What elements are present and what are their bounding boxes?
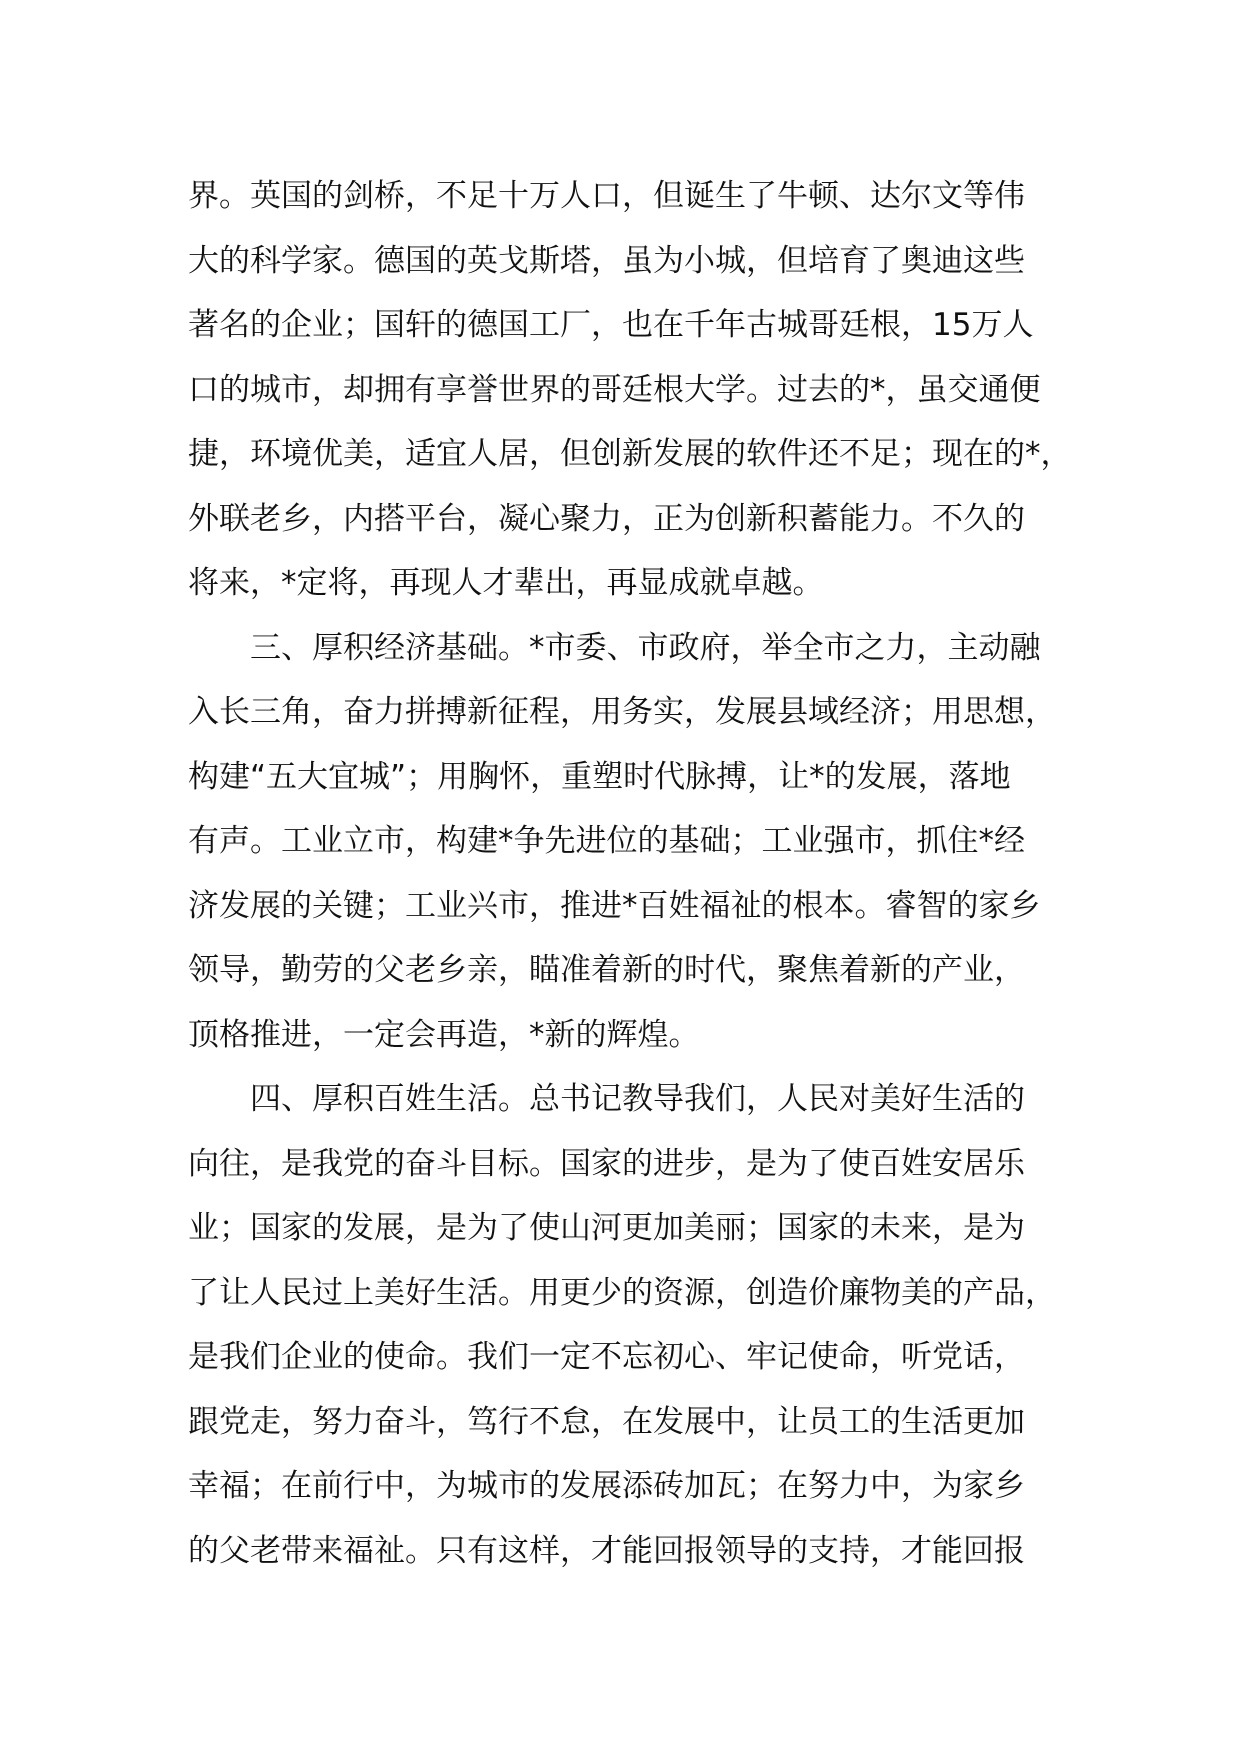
text-line-18: 了让人民过上美好生活。用更少的资源，创造价廉物美的产品， (188, 1274, 1056, 1311)
text-line-4: 口的城市，却拥有享誉世界的哥廷根大学。过去的*，虽交通便 (188, 371, 1041, 408)
text-line-3: 著名的企业；国轩的德国工厂，也在千年古城哥廷根，15万人 (188, 307, 1034, 343)
text-line-2: 大的科学家。德国的英戈斯塔，虽为小城，但培育了奥迪这些 (188, 242, 1025, 279)
text-line-19: 是我们企业的使命。我们一定不忘初心、牢记使命，听党话， (188, 1339, 1025, 1375)
text-line-9: 入长三角，奋力拼搏新征程，用务实，发展县域经济；用思想， (188, 694, 1056, 730)
text-line-21: 幸福；在前行中，为城市的发展添砖加瓦；在努力中，为家乡 (188, 1468, 1025, 1504)
text-line-13: 领导，勤劳的父老乡亲，瞄准着新的时代，聚焦着新的产业， (188, 952, 1025, 988)
text-line-17: 业；国家的发展，是为了使山河更加美丽；国家的未来，是为 (188, 1210, 1025, 1246)
text-line-8: 三、厚积经济基础。*市委、市政府，举全市之力，主动融 (250, 629, 1041, 666)
text-line-22: 的父老带来福祉。只有这样，才能回报领导的支持，才能回报 (188, 1532, 1025, 1569)
text-line-7: 将来，*定将，再现人才辈出，再显成就卓越。 (188, 565, 824, 601)
text-line-16: 向往，是我党的奋斗目标。国家的进步，是为了使百姓安居乐 (188, 1145, 1025, 1182)
text-line-20: 跟党走，努力奋斗，笃行不怠，在发展中，让员工的生活更加 (188, 1403, 1025, 1440)
text-line-12: 济发展的关键；工业兴市，推进*百姓福祉的根本。睿智的家乡 (188, 887, 1041, 924)
text-line-14: 顶格推进，一定会再造，*新的辉煌。 (188, 1016, 700, 1053)
document-body (188, 164, 1088, 1583)
text-line-15: 四、厚积百姓生活。总书记教导我们，人民对美好生活的 (250, 1081, 1025, 1117)
text-line-11: 有声。工业立市，构建*争先进位的基础；工业强市，抓住*经 (188, 823, 1025, 859)
text-line-6: 外联老乡，内搭平台，凝心聚力，正为创新积蓄能力。不久的 (188, 500, 1025, 537)
text-line-1: 界。英国的剑桥，不足十万人口，但诞生了牛顿、达尔文等伟 (188, 178, 1025, 214)
text-line-5: 捷，环境优美，适宜人居，但创新发展的软件还不足；现在的*， (188, 436, 1072, 472)
text-line-10: 构建“五大宜城”；用胸怀，重塑时代脉搏，让*的发展，落地 (188, 758, 1011, 795)
